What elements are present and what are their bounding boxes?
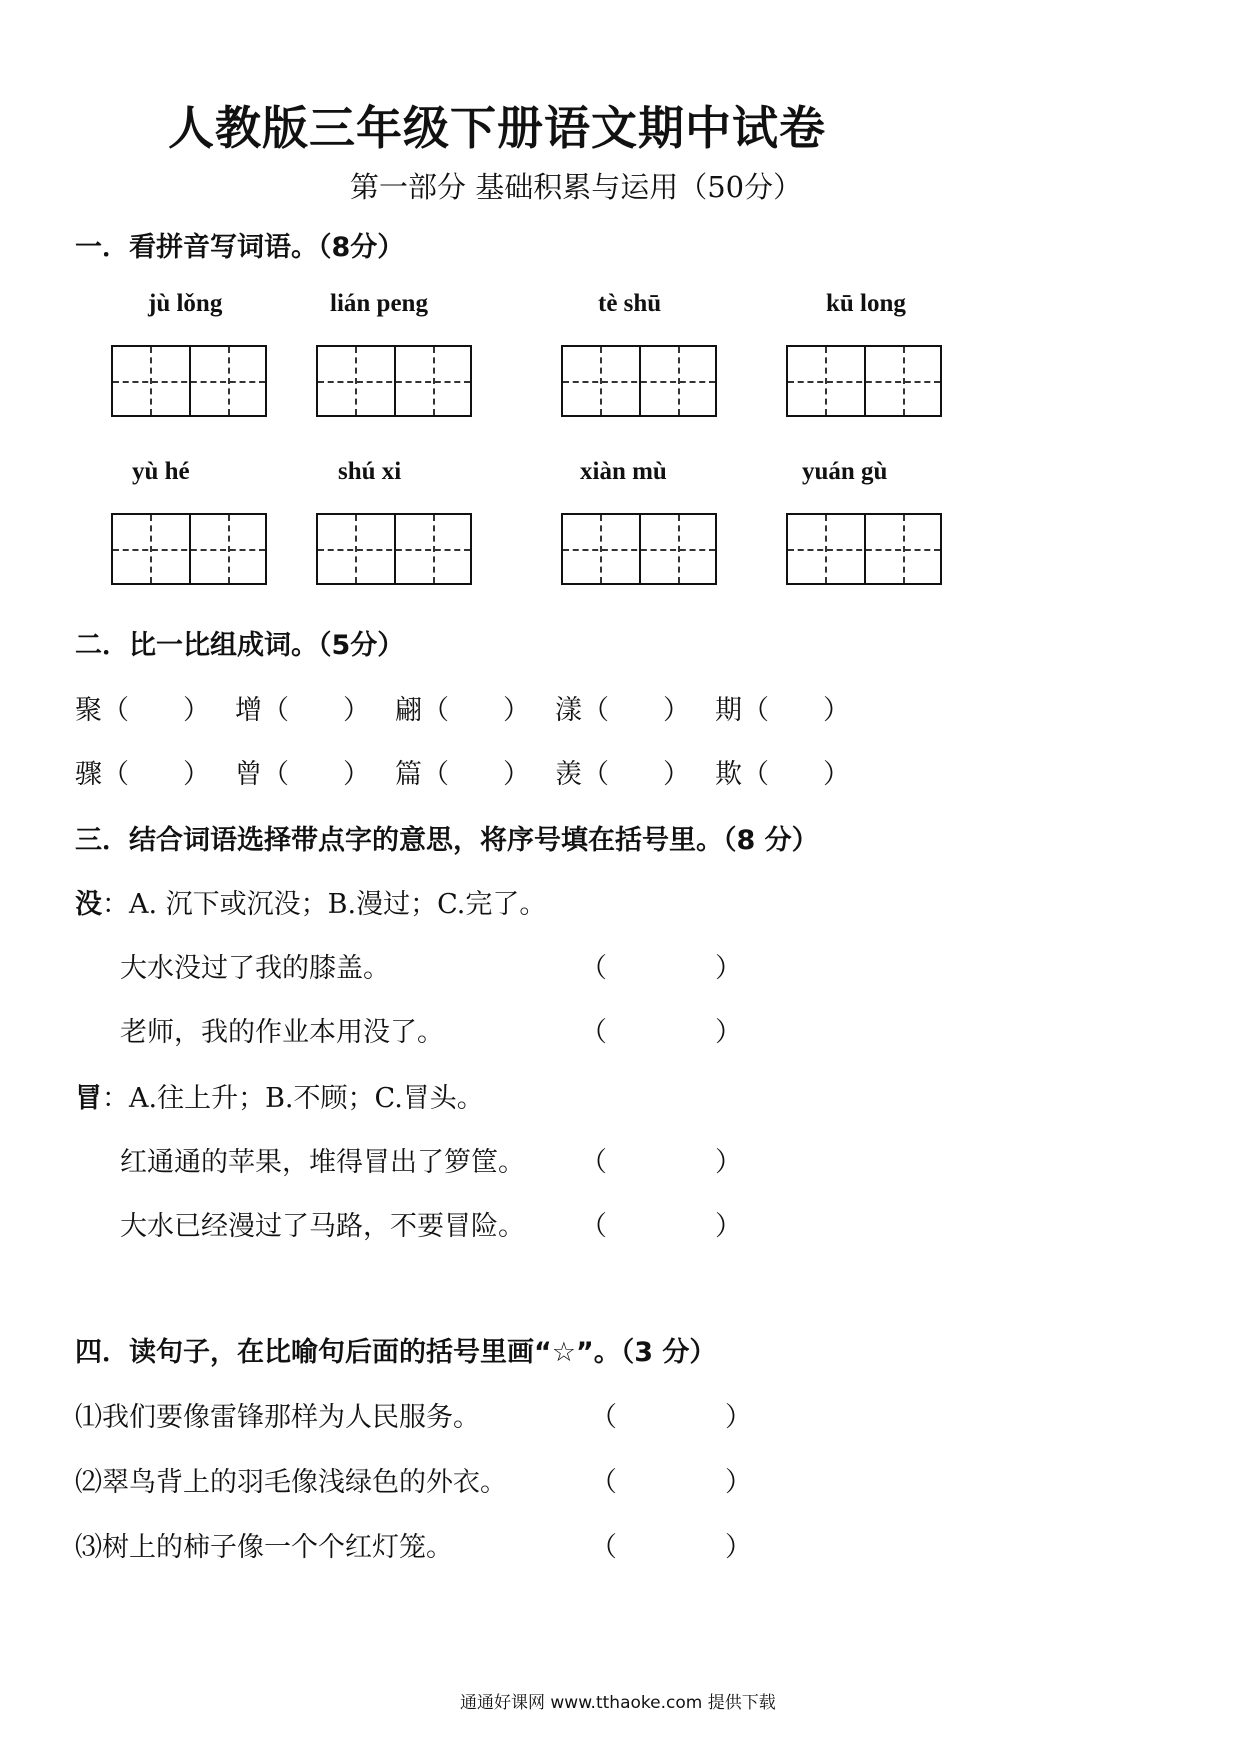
mao-sentence-2: 大水已经漫过了马路，不要冒险。: [120, 1211, 525, 1242]
pinyin-3: tè shū: [598, 290, 662, 317]
pinyin-8: yuán gù: [802, 458, 888, 485]
simile-sentence-2: ⑵翠鸟背上的羽毛像浅绿色的外衣。: [75, 1467, 507, 1498]
compare-word-5a[interactable]: 期（ ）: [715, 695, 850, 726]
writing-grid-7[interactable]: [561, 513, 717, 585]
section4-heading: 四．读句子，在比喻句后面的括号里画“☆”。（3 分）: [75, 1337, 717, 1368]
part-subtitle: 第一部分 基础积累与运用（50分）: [350, 170, 803, 204]
mao-definition: [75, 1076, 484, 1115]
compare-word-3a[interactable]: 翩（ ）: [395, 695, 530, 726]
simile-sentence-1: ⑴我们要像雷锋那样为人民服务。: [75, 1402, 480, 1433]
mei-sentence-2: 老师，我的作业本用没了。: [120, 1017, 444, 1048]
pinyin-4: kū long: [826, 290, 906, 317]
mei-answer-2[interactable]: （ ）: [580, 1017, 742, 1048]
mao-answer-1[interactable]: （ ）: [580, 1147, 742, 1178]
simile-sentence-3: ⑶树上的柿子像一个个红灯笼。: [75, 1532, 453, 1563]
pinyin-5: yù hé: [132, 458, 190, 485]
section1-heading: 一．看拼音写词语。（8分）: [75, 232, 405, 263]
compare-word-2a[interactable]: 增（ ）: [235, 695, 370, 726]
simile-answer-3[interactable]: （ ）: [590, 1532, 752, 1563]
mao-def-text: ：A.往上升；B.不顾；C.冒头。: [102, 1083, 484, 1114]
mei-char: 没: [75, 889, 102, 920]
compare-word-4a[interactable]: 漾（ ）: [555, 695, 690, 726]
simile-answer-2[interactable]: （ ）: [590, 1467, 752, 1498]
page-title: 人教版三年级下册语文期中试卷: [168, 101, 826, 155]
mei-answer-1[interactable]: （ ）: [580, 953, 742, 984]
mao-sentence-1: 红通通的苹果，堆得冒出了箩筐。: [120, 1147, 525, 1178]
footer-watermark: 通通好课网 www.tthaoke.com 提供下载: [460, 1693, 776, 1713]
compare-word-4b[interactable]: 羡（ ）: [555, 759, 690, 790]
writing-grid-4[interactable]: [786, 345, 942, 417]
writing-grid-1[interactable]: [111, 345, 267, 417]
writing-grid-5[interactable]: [111, 513, 267, 585]
mei-sentence-1: 大水没过了我的膝盖。: [120, 953, 390, 984]
pinyin-7: xiàn mù: [580, 458, 667, 485]
section2-heading: 二．比一比组成词。（5分）: [75, 630, 405, 661]
section3-heading: 三．结合词语选择带点字的意思，将序号填在括号里。（8 分）: [75, 825, 819, 856]
compare-word-1b[interactable]: 骤（ ）: [75, 759, 210, 790]
writing-grid-3[interactable]: [561, 345, 717, 417]
writing-grid-2[interactable]: [316, 345, 472, 417]
mei-definition: [75, 882, 546, 921]
compare-word-5b[interactable]: 欺（ ）: [715, 759, 850, 790]
compare-word-2b[interactable]: 曾（ ）: [235, 759, 370, 790]
simile-answer-1[interactable]: （ ）: [590, 1402, 752, 1433]
compare-word-1a[interactable]: 聚（ ）: [75, 695, 210, 726]
pinyin-2: lián peng: [330, 290, 428, 317]
pinyin-6: shú xi: [338, 458, 402, 485]
mao-answer-2[interactable]: （ ）: [580, 1211, 742, 1242]
compare-word-3b[interactable]: 篇（ ）: [395, 759, 530, 790]
pinyin-1: jù lǒng: [148, 290, 223, 317]
writing-grid-6[interactable]: [316, 513, 472, 585]
mei-def-text: ：A. 沉下或沉没；B.漫过；C.完了。: [102, 889, 547, 920]
writing-grid-8[interactable]: [786, 513, 942, 585]
mao-char: 冒: [75, 1083, 102, 1114]
